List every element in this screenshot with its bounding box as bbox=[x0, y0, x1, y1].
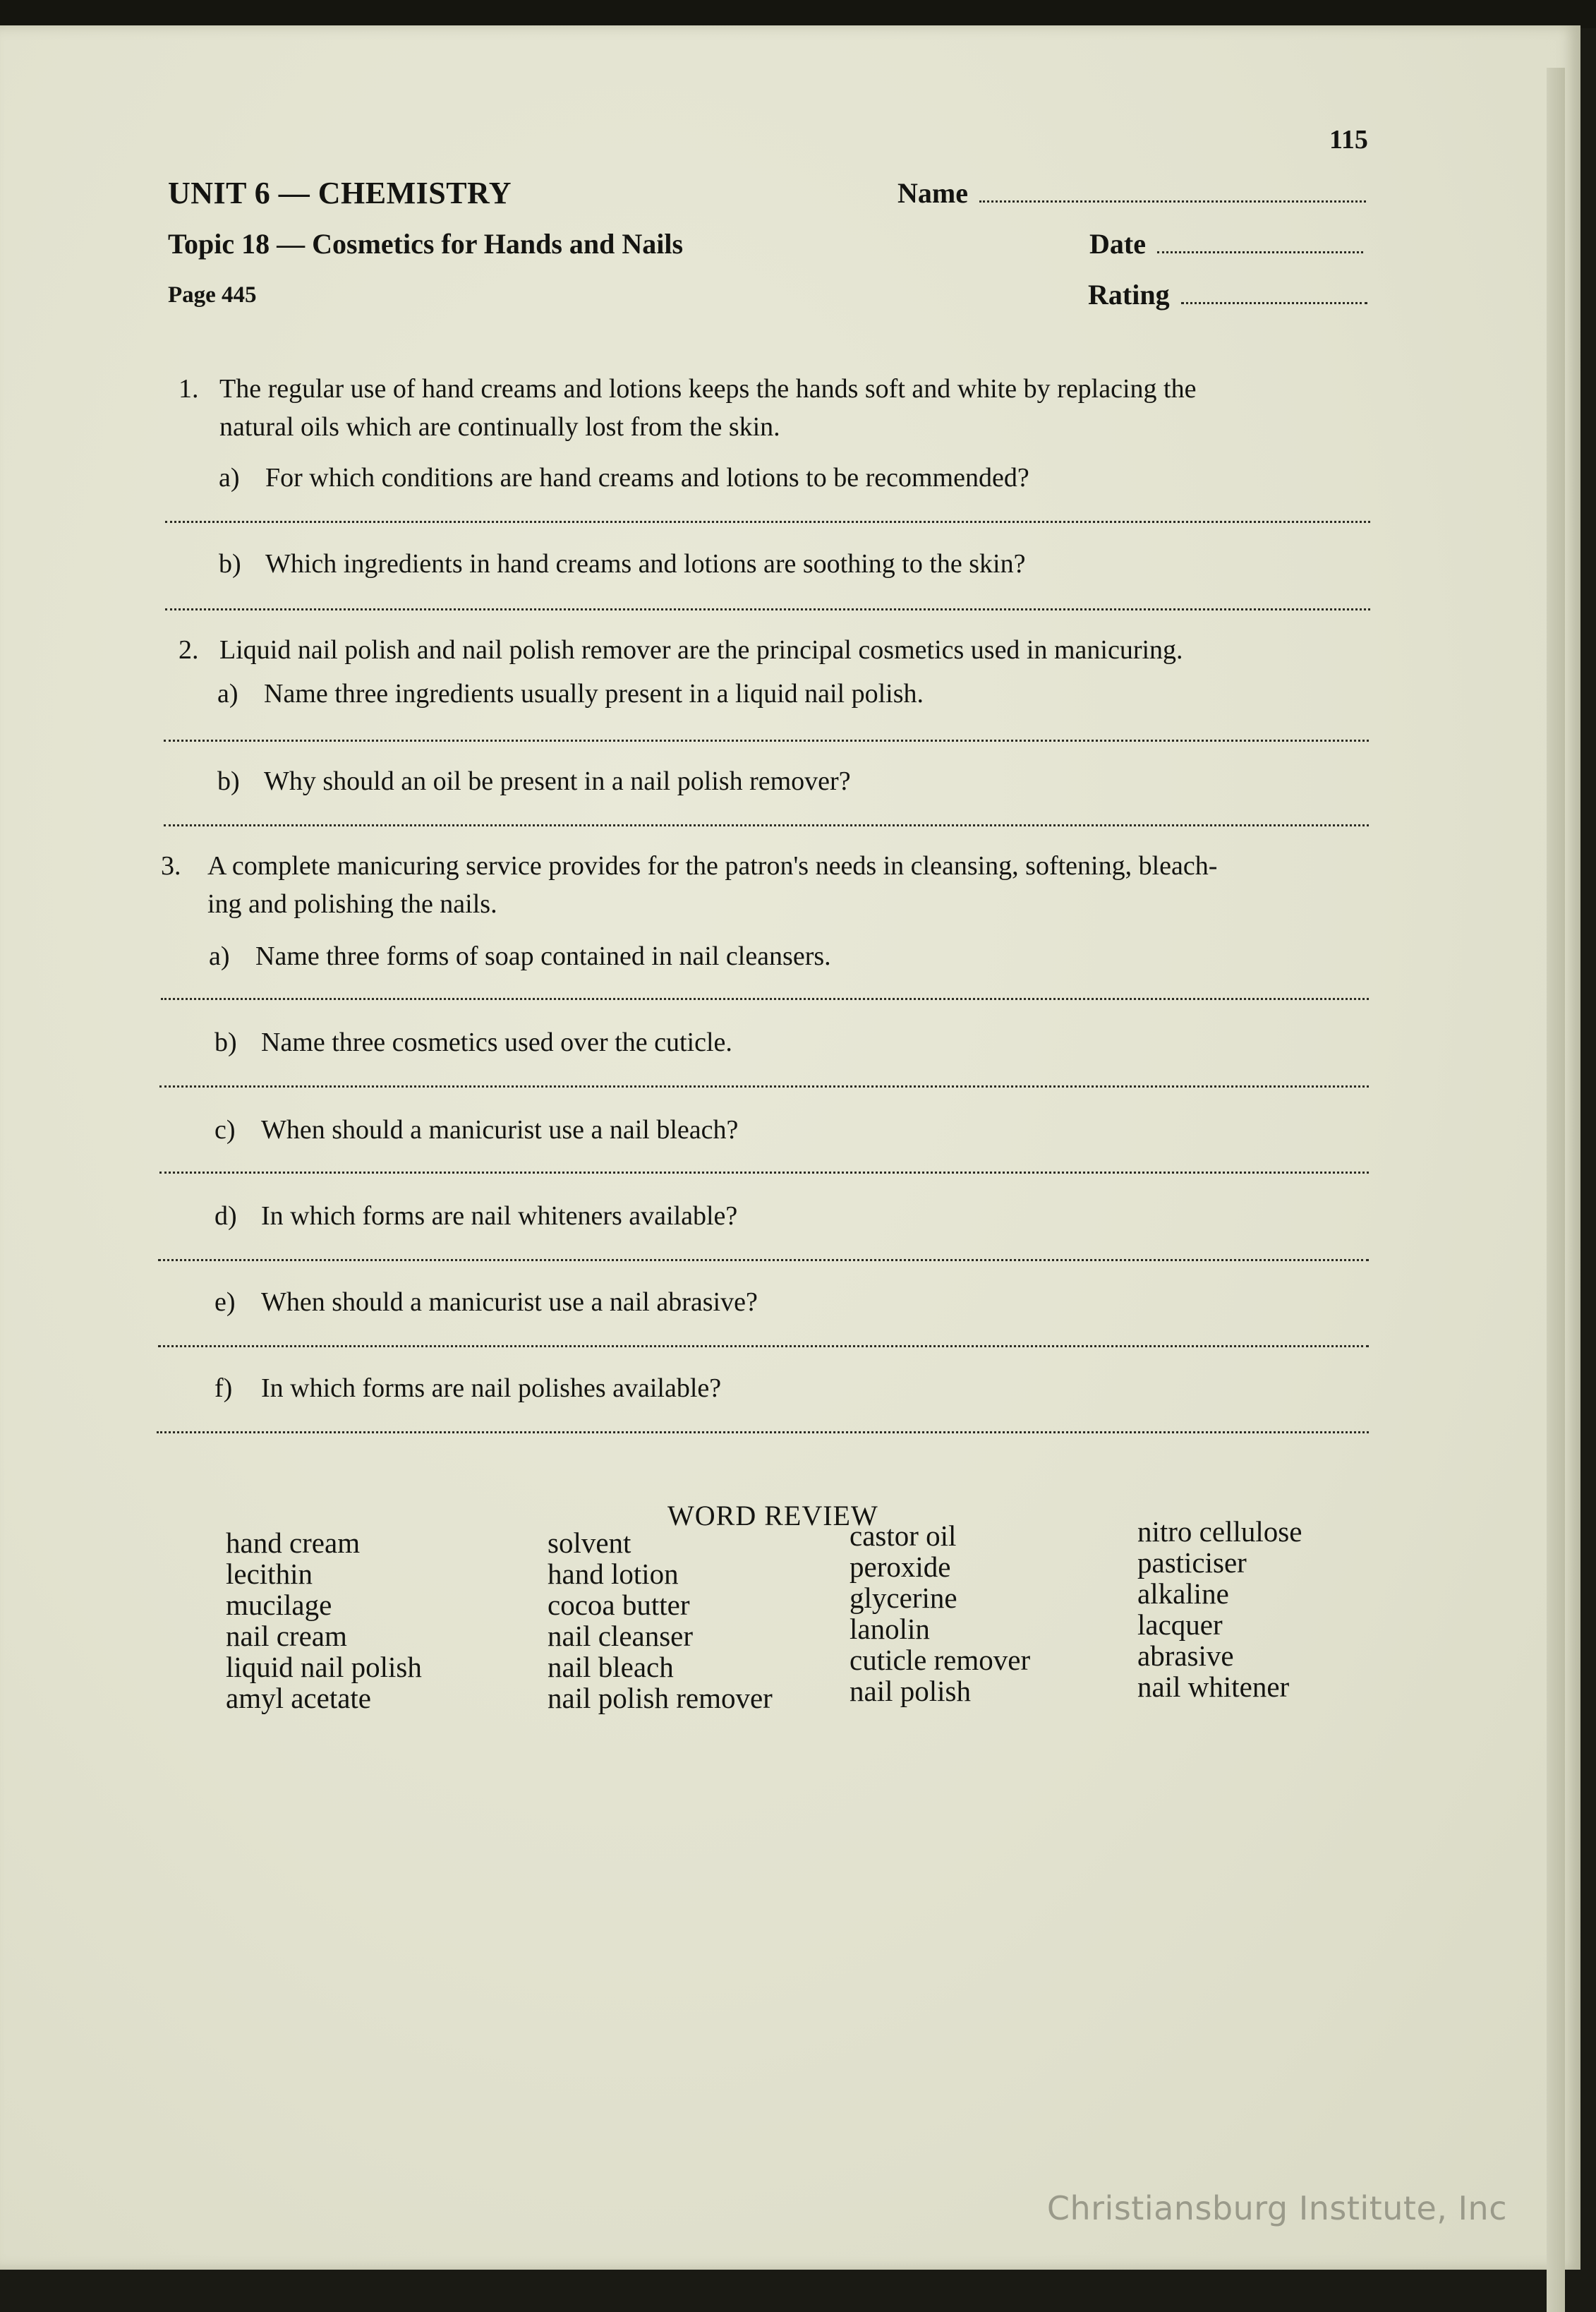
question-2 bbox=[180, 631, 1379, 669]
word-review-term: pasticiser bbox=[1137, 1546, 1247, 1579]
part-text: Why should an oil be present in a nail polish remover? bbox=[264, 766, 851, 796]
part-letter: b) bbox=[217, 766, 240, 796]
word-review-term: peroxide bbox=[850, 1551, 951, 1583]
answer-line-2b[interactable] bbox=[164, 824, 1369, 826]
question-1b bbox=[219, 545, 1025, 583]
part-letter: c) bbox=[214, 1115, 236, 1145]
word-review-term: nail cream bbox=[226, 1620, 347, 1652]
part-letter: f) bbox=[214, 1373, 233, 1403]
word-review-column-4 bbox=[1137, 1516, 1302, 1702]
part-text: Which ingredients in hand creams and lotions are soothing to the skin? bbox=[265, 549, 1026, 579]
part-text: In which forms are nail polishes available? bbox=[261, 1373, 722, 1403]
answer-line-3c[interactable] bbox=[159, 1172, 1369, 1174]
answer-line-3a[interactable] bbox=[161, 998, 1369, 1000]
date-label: Date bbox=[1089, 228, 1146, 260]
word-review-term: nitro cellulose bbox=[1137, 1515, 1302, 1548]
word-review-term: lecithin bbox=[226, 1558, 313, 1590]
word-review-term: liquid nail polish bbox=[226, 1651, 422, 1683]
part-text: When should a manicurist use a nail bleach? bbox=[261, 1115, 739, 1145]
unit-title: UNIT 6 — CHEMISTRY bbox=[168, 176, 512, 210]
date-blank[interactable] bbox=[1157, 230, 1363, 253]
answer-line-3f[interactable] bbox=[157, 1431, 1369, 1433]
scan-border bbox=[0, 0, 1596, 28]
question-3e bbox=[214, 1283, 758, 1321]
word-review-term: abrasive bbox=[1137, 1639, 1234, 1672]
watermark: Christiansburg Institute, Inc bbox=[1046, 2189, 1507, 2227]
answer-line-3d[interactable] bbox=[158, 1259, 1369, 1261]
page-reference: Page 445 bbox=[168, 282, 257, 308]
question-3 bbox=[162, 847, 1376, 923]
word-review-term: cocoa butter bbox=[548, 1589, 690, 1621]
part-text: Name three ingredients usually present in a liquid nail polish. bbox=[264, 679, 924, 709]
question-text-line: natural oils which are continually lost from the skin. bbox=[219, 412, 780, 442]
rating-field[interactable] bbox=[1088, 278, 1367, 311]
question-3f bbox=[214, 1369, 721, 1407]
answer-line-2a[interactable] bbox=[164, 740, 1369, 742]
rating-label: Rating bbox=[1088, 279, 1170, 311]
question-3b bbox=[214, 1023, 732, 1061]
answer-line-3e[interactable] bbox=[158, 1345, 1369, 1347]
name-blank[interactable] bbox=[979, 179, 1366, 203]
word-review-term: cuticle remover bbox=[850, 1644, 1031, 1676]
word-review-term: nail polish bbox=[850, 1675, 971, 1707]
question-2a bbox=[217, 675, 924, 713]
word-review-term: nail polish remover bbox=[548, 1682, 773, 1714]
word-review-term: hand cream bbox=[226, 1527, 361, 1559]
part-text: When should a manicurist use a nail abrasive? bbox=[261, 1287, 758, 1317]
question-3a bbox=[209, 937, 831, 975]
name-field[interactable] bbox=[897, 176, 1366, 210]
word-review-term: lacquer bbox=[1137, 1608, 1223, 1641]
question-number: 2. bbox=[179, 635, 199, 665]
question-text: Liquid nail polish and nail polish remover are the principal cosmetics used in manicuring. bbox=[219, 635, 1183, 665]
part-letter: d) bbox=[214, 1201, 237, 1231]
date-field[interactable] bbox=[1089, 227, 1363, 260]
word-review-column-3 bbox=[850, 1520, 1030, 1706]
part-text: Name three forms of soap contained in nail cleansers. bbox=[255, 941, 831, 971]
topic-title: Topic 18 — Cosmetics for Hands and Nails bbox=[168, 228, 684, 260]
part-letter: a) bbox=[219, 463, 240, 493]
question-text-line: A complete manicuring service provides for the patron's needs in cleansing, softening, bleach- bbox=[207, 851, 1218, 881]
question-2b bbox=[217, 762, 851, 800]
word-review-column-1 bbox=[226, 1527, 422, 1714]
question-1 bbox=[180, 370, 1379, 446]
word-review-term: solvent bbox=[548, 1527, 631, 1559]
name-label: Name bbox=[897, 177, 968, 209]
word-review-term: mucilage bbox=[226, 1589, 332, 1621]
word-review-term: castor oil bbox=[850, 1519, 957, 1552]
part-letter: a) bbox=[217, 679, 238, 709]
page-edge bbox=[1547, 68, 1565, 2312]
word-review-term: glycerine bbox=[850, 1582, 957, 1614]
answer-line-1b[interactable] bbox=[165, 608, 1370, 610]
part-text: For which conditions are hand creams and lotions to be recommended? bbox=[265, 463, 1029, 493]
word-review-column-2 bbox=[548, 1527, 773, 1714]
question-number: 1. bbox=[179, 374, 199, 404]
rating-blank[interactable] bbox=[1181, 281, 1367, 304]
answer-line-1a[interactable] bbox=[165, 521, 1370, 523]
word-review-term: alkaline bbox=[1137, 1577, 1229, 1610]
word-review-title: WORD REVIEW bbox=[667, 1500, 878, 1531]
word-review-term: nail whitener bbox=[1137, 1670, 1290, 1703]
question-3d bbox=[214, 1197, 737, 1235]
question-3c bbox=[214, 1111, 738, 1149]
question-1a bbox=[219, 459, 1029, 497]
word-review-term: hand lotion bbox=[548, 1558, 679, 1590]
word-review-term: nail cleanser bbox=[548, 1620, 694, 1652]
worksheet-page bbox=[0, 25, 1580, 2270]
question-text-line: ing and polishing the nails. bbox=[207, 889, 497, 919]
part-letter: a) bbox=[209, 941, 230, 971]
question-text-line: The regular use of hand creams and lotions keeps the hands soft and white by replacing the bbox=[219, 374, 1197, 404]
part-text: In which forms are nail whiteners available? bbox=[261, 1201, 738, 1231]
part-letter: b) bbox=[219, 549, 241, 579]
word-review-term: lanolin bbox=[850, 1613, 930, 1645]
part-letter: e) bbox=[214, 1287, 236, 1317]
word-review-term: nail bleach bbox=[548, 1651, 674, 1683]
answer-line-3b[interactable] bbox=[159, 1085, 1369, 1088]
part-text: Name three cosmetics used over the cuticle. bbox=[261, 1028, 732, 1057]
question-number: 3. bbox=[161, 851, 181, 881]
word-review-term: amyl acetate bbox=[226, 1682, 372, 1714]
part-letter: b) bbox=[214, 1028, 237, 1057]
page-number: 115 bbox=[1329, 125, 1368, 155]
